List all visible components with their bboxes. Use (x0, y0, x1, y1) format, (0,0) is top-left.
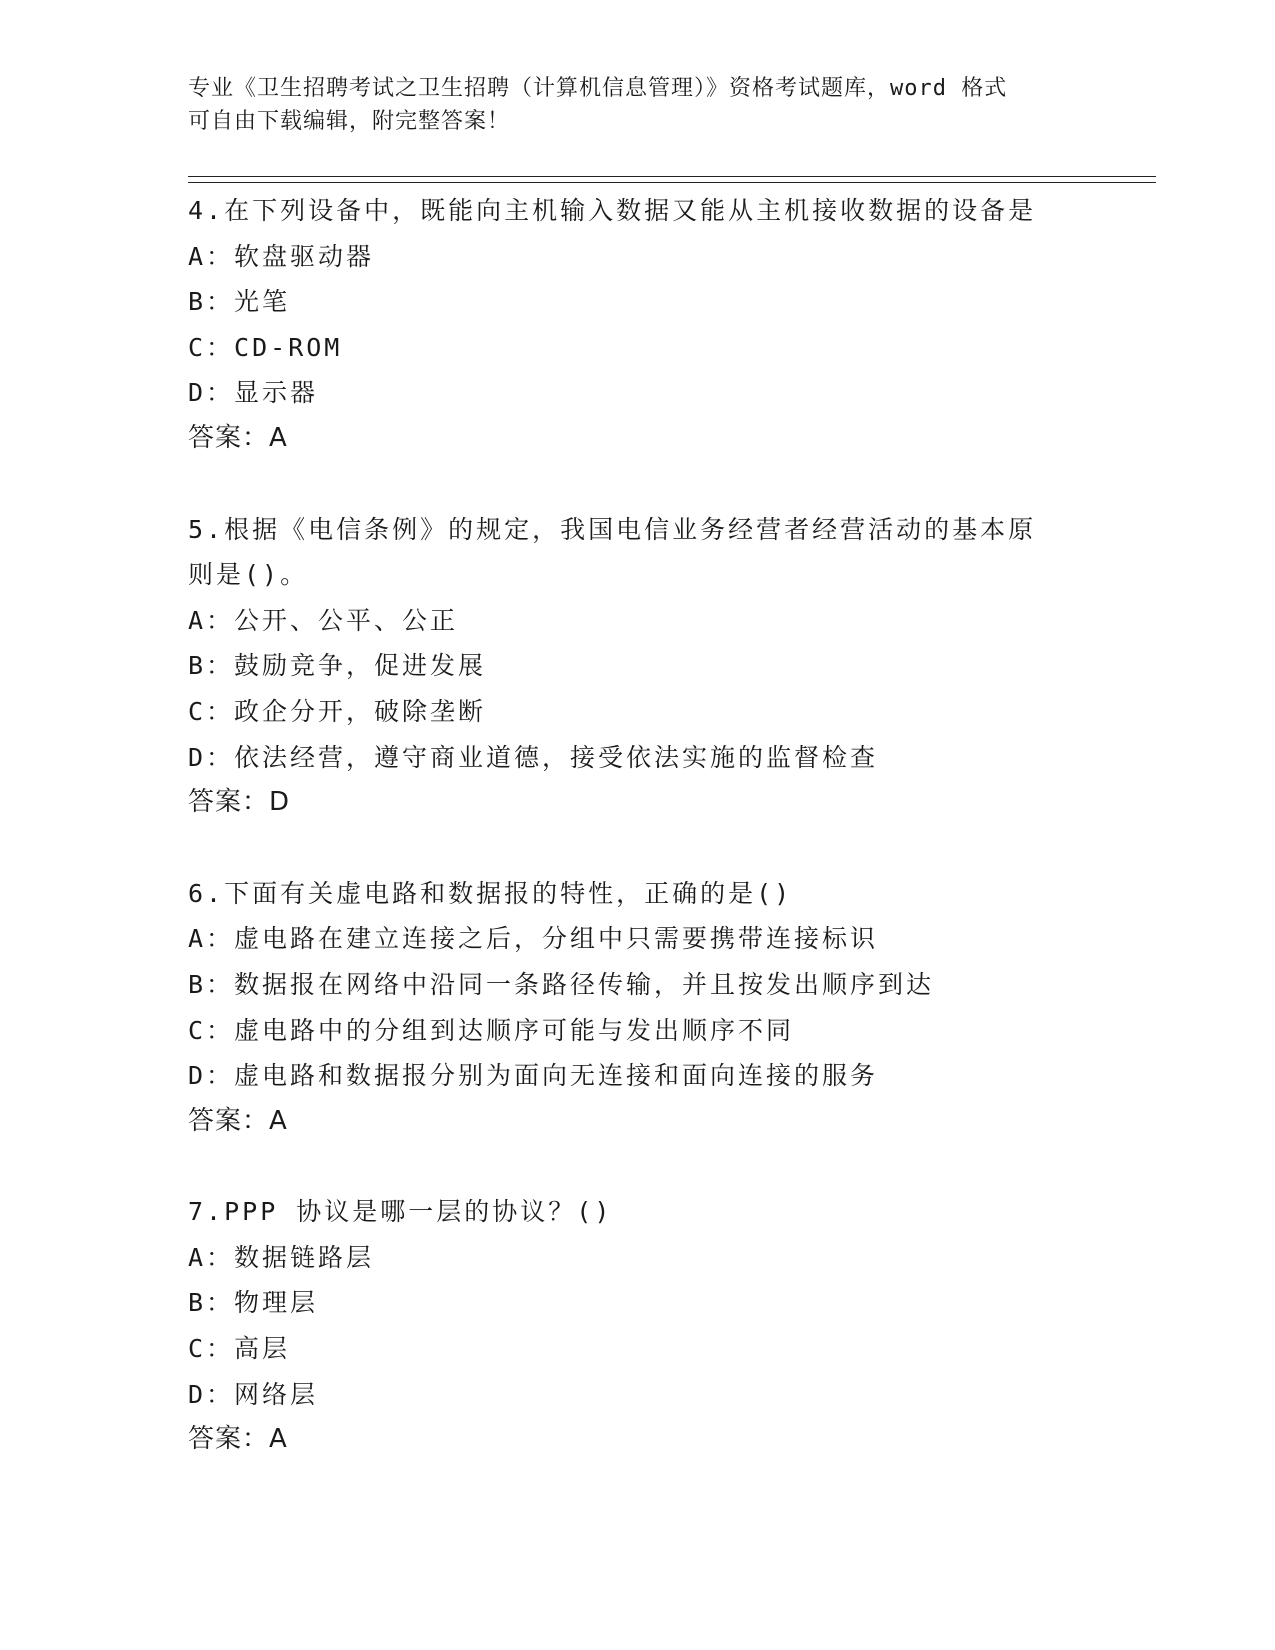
option-b: B：物理层 (188, 1288, 319, 1318)
option-c: C：高层 (188, 1334, 291, 1364)
header-divider-bottom (188, 182, 1156, 183)
option-d: D：显示器 (188, 378, 319, 408)
question-7 (188, 1189, 1088, 1463)
option-a: A：数据链路层 (188, 1242, 375, 1272)
header-divider-top (188, 176, 1156, 177)
option-c: C：CD-ROM (188, 332, 343, 362)
answer: 答案：A (188, 422, 288, 453)
option-a: A：公开、公平、公正 (188, 605, 459, 635)
answer: 答案：D (188, 787, 291, 818)
question-text: 7.PPP 协议是哪一层的协议？() (188, 1197, 613, 1227)
option-c: C：政企分开，破除垄断 (188, 696, 487, 726)
question-list (188, 188, 1088, 1508)
option-b: B：数据报在网络中沿同一条路径传输，并且按发出顺序到达 (188, 969, 935, 999)
header-line-1: 专业《卫生招聘考试之卫生招聘（计算机信息管理）》资格考试题库，word 格式 (188, 76, 1008, 101)
option-a: A：虚电路在建立连接之后，分组中只需要携带连接标识 (188, 924, 879, 954)
question-text-continued: 则是()。 (188, 560, 309, 590)
answer: 答案：A (188, 1424, 288, 1455)
header-line-2: 可自由下载编辑，附完整答案！ (188, 109, 511, 134)
document-header (188, 72, 1068, 138)
question-text: 5.根据《电信条例》的规定，我国电信业务经营者经营活动的基本原 (188, 514, 1037, 544)
question-text: 4.在下列设备中，既能向主机输入数据又能从主机接收数据的设备是 (188, 196, 1037, 225)
option-a: A：软盘驱动器 (188, 241, 375, 271)
option-b: B：鼓励竞争，促进发展 (188, 651, 487, 681)
option-c: C：虚电路中的分组到达顺序可能与发出顺序不同 (188, 1015, 795, 1045)
question-text: 6.下面有关虚电路和数据报的特性，正确的是() (188, 878, 793, 908)
question-5 (188, 507, 1088, 826)
option-b: B：光笔 (188, 287, 291, 317)
option-d: D：依法经营，遵守商业道德，接受依法实施的监督检查 (188, 742, 879, 772)
question-4 (188, 188, 1088, 462)
answer: 答案：A (188, 1105, 288, 1136)
option-d: D：虚电路和数据报分别为面向无连接和面向连接的服务 (188, 1061, 879, 1091)
question-6 (188, 871, 1088, 1145)
option-d: D：网络层 (188, 1379, 319, 1409)
